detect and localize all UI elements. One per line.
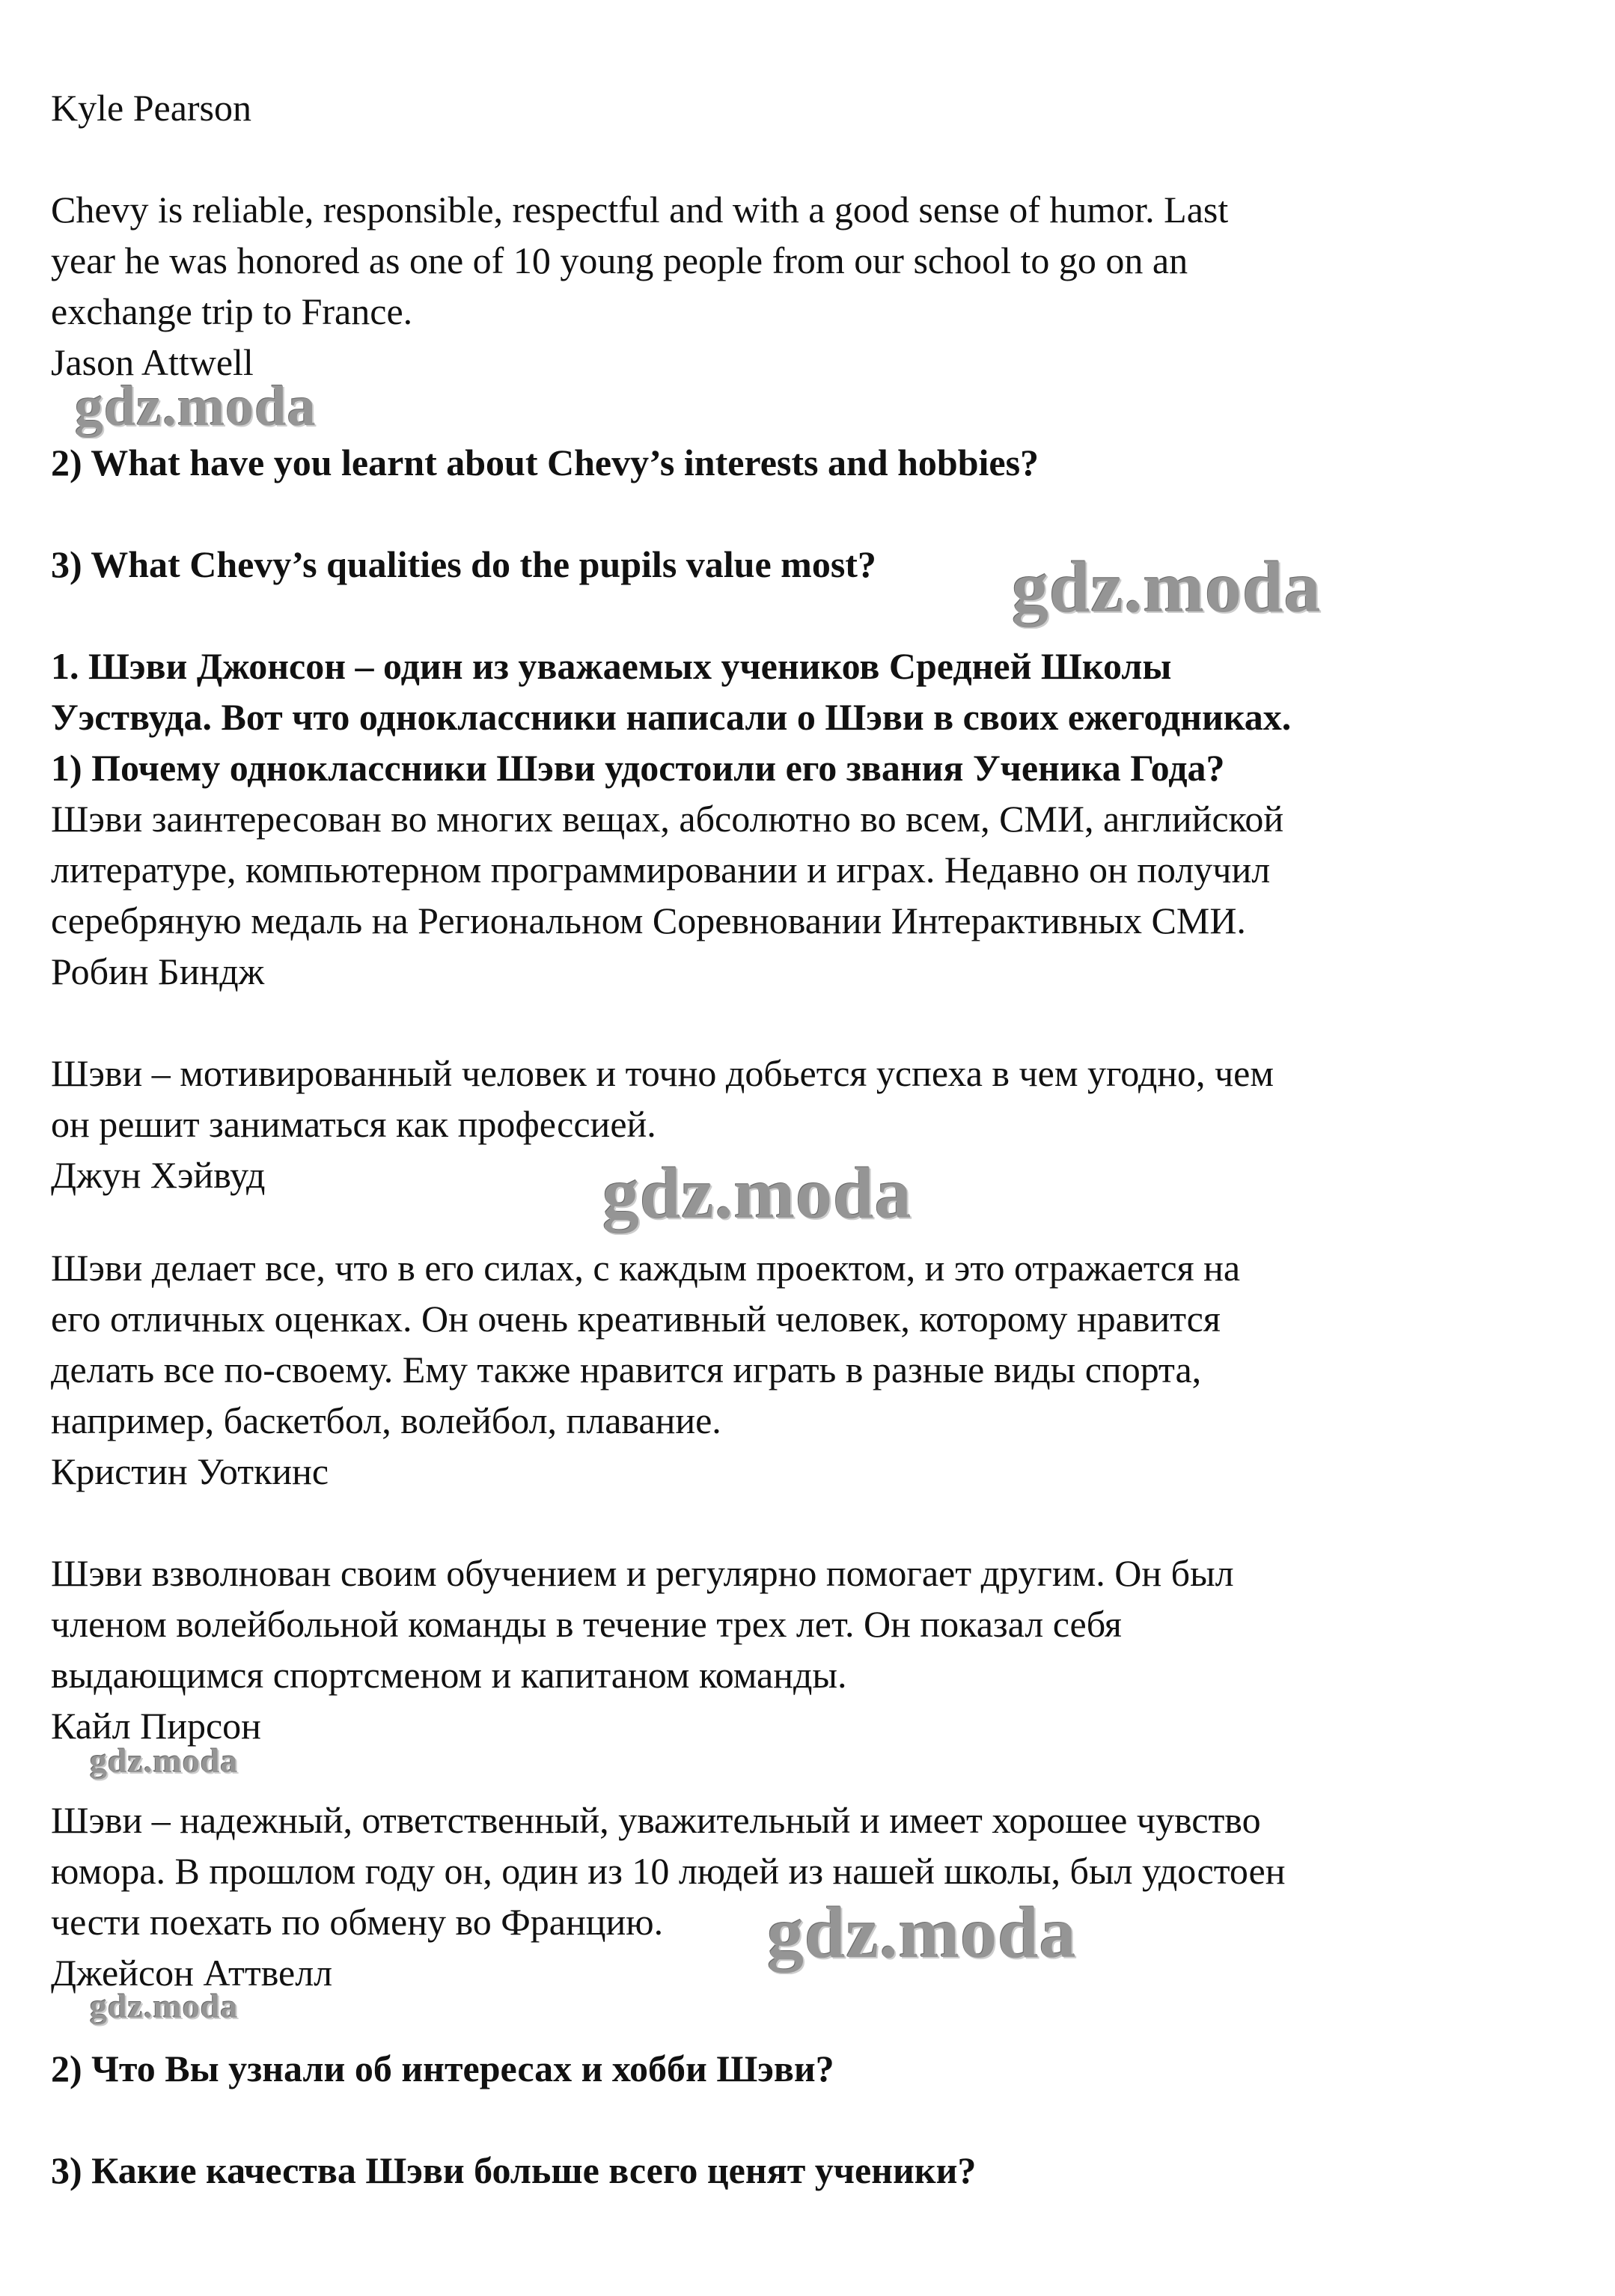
task-heading-ru: Уэствуда. Вот что одноклассники написали о Шэви в своих ежегодниках.: [51, 696, 1292, 738]
paragraph-line: делать все по-своему. Ему также нравится играть в разные виды спорта,: [51, 1349, 1202, 1390]
paragraph-line: юмора. В прошлом году он, один из 10 людей из нашей школы, был удостоен: [51, 1850, 1286, 1892]
paragraph-line: Шэви заинтересован во многих вещах, абсолютно во всем, СМИ, английской: [51, 798, 1284, 840]
paragraph-line: Шэви – мотивированный человек и точно добьется успеха в чем угодно, чем: [51, 1052, 1274, 1094]
signature-kail-pirson: Кайл Пирсон: [51, 1705, 261, 1747]
signature-kyle-pearson: Kyle Pearson: [51, 87, 251, 129]
question-2-ru: 2) Что Вы узнали об интересах и хобби Шэви?: [51, 2048, 834, 2089]
signature-dzhun-kheivud: Джун Хэйвуд: [51, 1154, 266, 1196]
watermark-logo: gdz.moda: [75, 375, 317, 438]
paragraph-line: например, баскетбол, волейбол, плавание.: [51, 1399, 721, 1441]
question-2-en: 2) What have you learnt about Chevy’s interests and hobbies?: [51, 442, 1039, 483]
watermark-logo: gdz.moda: [602, 1153, 912, 1234]
signature-dzheison-attvell: Джейсон Аттвелл: [51, 1952, 333, 1994]
paragraph-line: выдающимся спортсменом и капитаном команды.: [51, 1654, 847, 1696]
paragraph-line: он решит заниматься как профессией.: [51, 1103, 656, 1145]
paragraph-line: его отличных оценках. Он очень креативный человек, которому нравится: [51, 1298, 1221, 1340]
watermark-logo: gdz.moda: [90, 1987, 239, 2025]
paragraph-line: литературе, компьютерном программировании и играх. Недавно он получил: [51, 849, 1271, 891]
question-1-ru: 1) Почему одноклассники Шэви удостоили его звания Ученика Года?: [51, 747, 1225, 789]
paragraph-line: серебряную медаль на Региональном Соревновании Интерактивных СМИ.: [51, 900, 1246, 941]
paragraph-line: чести поехать по обмену во Францию.: [51, 1901, 664, 1943]
paragraph-line: Шэви – надежный, ответственный, уважительный и имеет хорошее чувство: [51, 1799, 1261, 1841]
signature-robin-bindzh: Робин Биндж: [51, 950, 265, 992]
paragraph-line: year he was honored as one of 10 young people from our school to go on an: [51, 239, 1188, 281]
paragraph-line: Шэви взволнован своим обучением и регулярно помогает другим. Он был: [51, 1552, 1234, 1594]
task-heading-ru: 1. Шэви Джонсон – один из уважаемых учеников Средней Школы: [51, 645, 1172, 687]
watermark-logo: gdz.moda: [1012, 547, 1322, 628]
paragraph-line: exchange trip to France.: [51, 290, 413, 332]
watermark-logo: gdz.moda: [90, 1741, 239, 1780]
paragraph-line: Шэви делает все, что в его силах, с каждым проектом, и это отражается на: [51, 1247, 1241, 1289]
watermark-logo: gdz.moda: [767, 1893, 1077, 1973]
signature-jason-attwell: Jason Attwell: [51, 341, 254, 383]
question-3-en: 3) What Chevy’s qualities do the pupils value most?: [51, 543, 876, 585]
signature-kristin-uotkins: Кристин Уоткинс: [51, 1450, 329, 1492]
paragraph-line: Chevy is reliable, responsible, respectful and with a good sense of humor. Last: [51, 189, 1229, 230]
question-3-ru: 3) Какие качества Шэви больше всего ценят ученики?: [51, 2149, 977, 2191]
paragraph-line: членом волейбольной команды в течение трех лет. Он показал себя: [51, 1603, 1122, 1645]
